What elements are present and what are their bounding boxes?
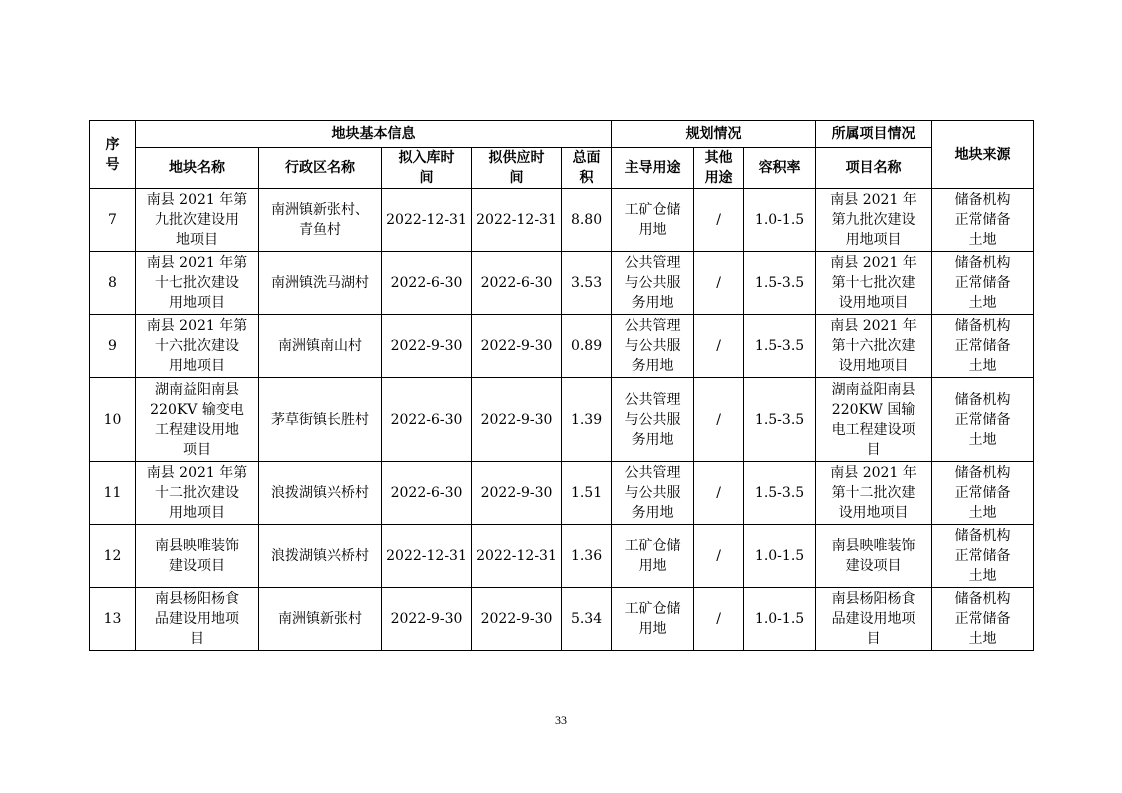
cell-source: 储备机构 正常储备 土地 [932,378,1034,462]
cell-area: 5.34 [562,588,612,651]
cell-seq: 13 [90,588,136,651]
cell-floor-area-ratio: 1.5-3.5 [744,252,816,315]
cell-storage-date: 2022-6-30 [382,252,472,315]
table-row [90,189,1034,252]
cell-other-use: / [694,588,744,651]
header-other-use: 其他 用途 [694,148,744,189]
cell-main-use: 工矿仓储 用地 [612,525,694,588]
cell-area: 1.51 [562,462,612,525]
cell-supply-date: 2022-9-30 [472,378,562,462]
cell-project-name: 南县 2021 年 第十二批次建 设用地项目 [816,462,932,525]
cell-seq: 11 [90,462,136,525]
cell-district: 南洲镇南山村 [259,315,382,378]
cell-supply-date: 2022-12-31 [472,189,562,252]
cell-supply-date: 2022-6-30 [472,252,562,315]
cell-project-name: 南县杨阳杨食 品建设用地项 目 [816,588,932,651]
cell-storage-date: 2022-6-30 [382,462,472,525]
cell-floor-area-ratio: 1.0-1.5 [744,189,816,252]
cell-source: 储备机构 正常储备 土地 [932,252,1034,315]
cell-project-name: 南县 2021 年 第十六批次建 设用地项目 [816,315,932,378]
cell-floor-area-ratio: 1.0-1.5 [744,525,816,588]
cell-supply-date: 2022-12-31 [472,525,562,588]
cell-main-use: 公共管理 与公共服 务用地 [612,315,694,378]
header-project-name: 项目名称 [816,148,932,189]
cell-supply-date: 2022-9-30 [472,315,562,378]
header-row-columns [90,148,1034,189]
cell-seq: 10 [90,378,136,462]
cell-other-use: / [694,378,744,462]
cell-storage-date: 2022-9-30 [382,588,472,651]
cell-parcel-name: 南县映唯装饰 建设项目 [136,525,259,588]
page-number: 33 [555,713,567,727]
cell-parcel-name: 南县 2021 年第 十七批次建设 用地项目 [136,252,259,315]
cell-district: 南洲镇洗马湖村 [259,252,382,315]
cell-storage-date: 2022-9-30 [382,315,472,378]
cell-supply-date: 2022-9-30 [472,588,562,651]
cell-main-use: 公共管理 与公共服 务用地 [612,378,694,462]
cell-source: 储备机构 正常储备 土地 [932,315,1034,378]
header-supply-date: 拟供应时 间 [472,148,562,189]
cell-parcel-name: 南县 2021 年第 九批次建设用 地项目 [136,189,259,252]
cell-other-use: / [694,315,744,378]
cell-storage-date: 2022-6-30 [382,378,472,462]
cell-floor-area-ratio: 1.5-3.5 [744,315,816,378]
cell-area: 8.80 [562,189,612,252]
cell-other-use: / [694,462,744,525]
header-parcel-name: 地块名称 [136,148,259,189]
cell-project-name: 南县 2021 年 第十七批次建 设用地项目 [816,252,932,315]
header-area: 总面 积 [562,148,612,189]
cell-parcel-name: 南县 2021 年第 十二批次建设 用地项目 [136,462,259,525]
table-row [90,588,1034,651]
cell-other-use: / [694,525,744,588]
cell-source: 储备机构 正常储备 土地 [932,588,1034,651]
cell-main-use: 公共管理 与公共服 务用地 [612,252,694,315]
cell-area: 3.53 [562,252,612,315]
cell-district: 浪拨湖镇兴桥村 [259,462,382,525]
header-group-basic-info: 地块基本信息 [136,121,612,148]
header-group-planning: 规划情况 [612,121,816,148]
header-seq: 序 号 [90,121,136,189]
cell-floor-area-ratio: 1.5-3.5 [744,378,816,462]
cell-source: 储备机构 正常储备 土地 [932,462,1034,525]
cell-supply-date: 2022-9-30 [472,462,562,525]
table-row [90,462,1034,525]
table-row [90,525,1034,588]
cell-parcel-name: 湖南益阳南县 220KV 输变电 工程建设用地 项目 [136,378,259,462]
cell-other-use: / [694,252,744,315]
cell-district: 茅草街镇长胜村 [259,378,382,462]
cell-seq: 9 [90,315,136,378]
cell-storage-date: 2022-12-31 [382,189,472,252]
cell-source: 储备机构 正常储备 土地 [932,189,1034,252]
cell-seq: 8 [90,252,136,315]
cell-main-use: 公共管理 与公共服 务用地 [612,462,694,525]
cell-main-use: 工矿仓储 用地 [612,588,694,651]
table-row [90,378,1034,462]
cell-district: 南洲镇新张村、 青鱼村 [259,189,382,252]
cell-other-use: / [694,189,744,252]
cell-area: 0.89 [562,315,612,378]
cell-project-name: 湖南益阳南县 220KW 国输 电工程建设项 目 [816,378,932,462]
cell-project-name: 南县 2021 年 第九批次建设 用地项目 [816,189,932,252]
table-row [90,315,1034,378]
header-storage-date: 拟入库时 间 [382,148,472,189]
header-floor-area-ratio: 容积率 [744,148,816,189]
cell-main-use: 工矿仓储 用地 [612,189,694,252]
cell-area: 1.39 [562,378,612,462]
cell-seq: 7 [90,189,136,252]
cell-parcel-name: 南县杨阳杨食 品建设用地项 目 [136,588,259,651]
land-parcel-table [89,120,1034,651]
cell-floor-area-ratio: 1.5-3.5 [744,462,816,525]
cell-floor-area-ratio: 1.0-1.5 [744,588,816,651]
header-group-project: 所属项目情况 [816,121,932,148]
cell-storage-date: 2022-12-31 [382,525,472,588]
cell-source: 储备机构 正常储备 土地 [932,525,1034,588]
header-source: 地块来源 [932,121,1034,189]
cell-area: 1.36 [562,525,612,588]
header-main-use: 主导用途 [612,148,694,189]
table-row [90,252,1034,315]
cell-district: 南洲镇新张村 [259,588,382,651]
cell-parcel-name: 南县 2021 年第 十六批次建设 用地项目 [136,315,259,378]
cell-project-name: 南县映唯装饰 建设项目 [816,525,932,588]
cell-seq: 12 [90,525,136,588]
cell-district: 浪拨湖镇兴桥村 [259,525,382,588]
header-row-groups [90,121,1034,148]
header-district: 行政区名称 [259,148,382,189]
